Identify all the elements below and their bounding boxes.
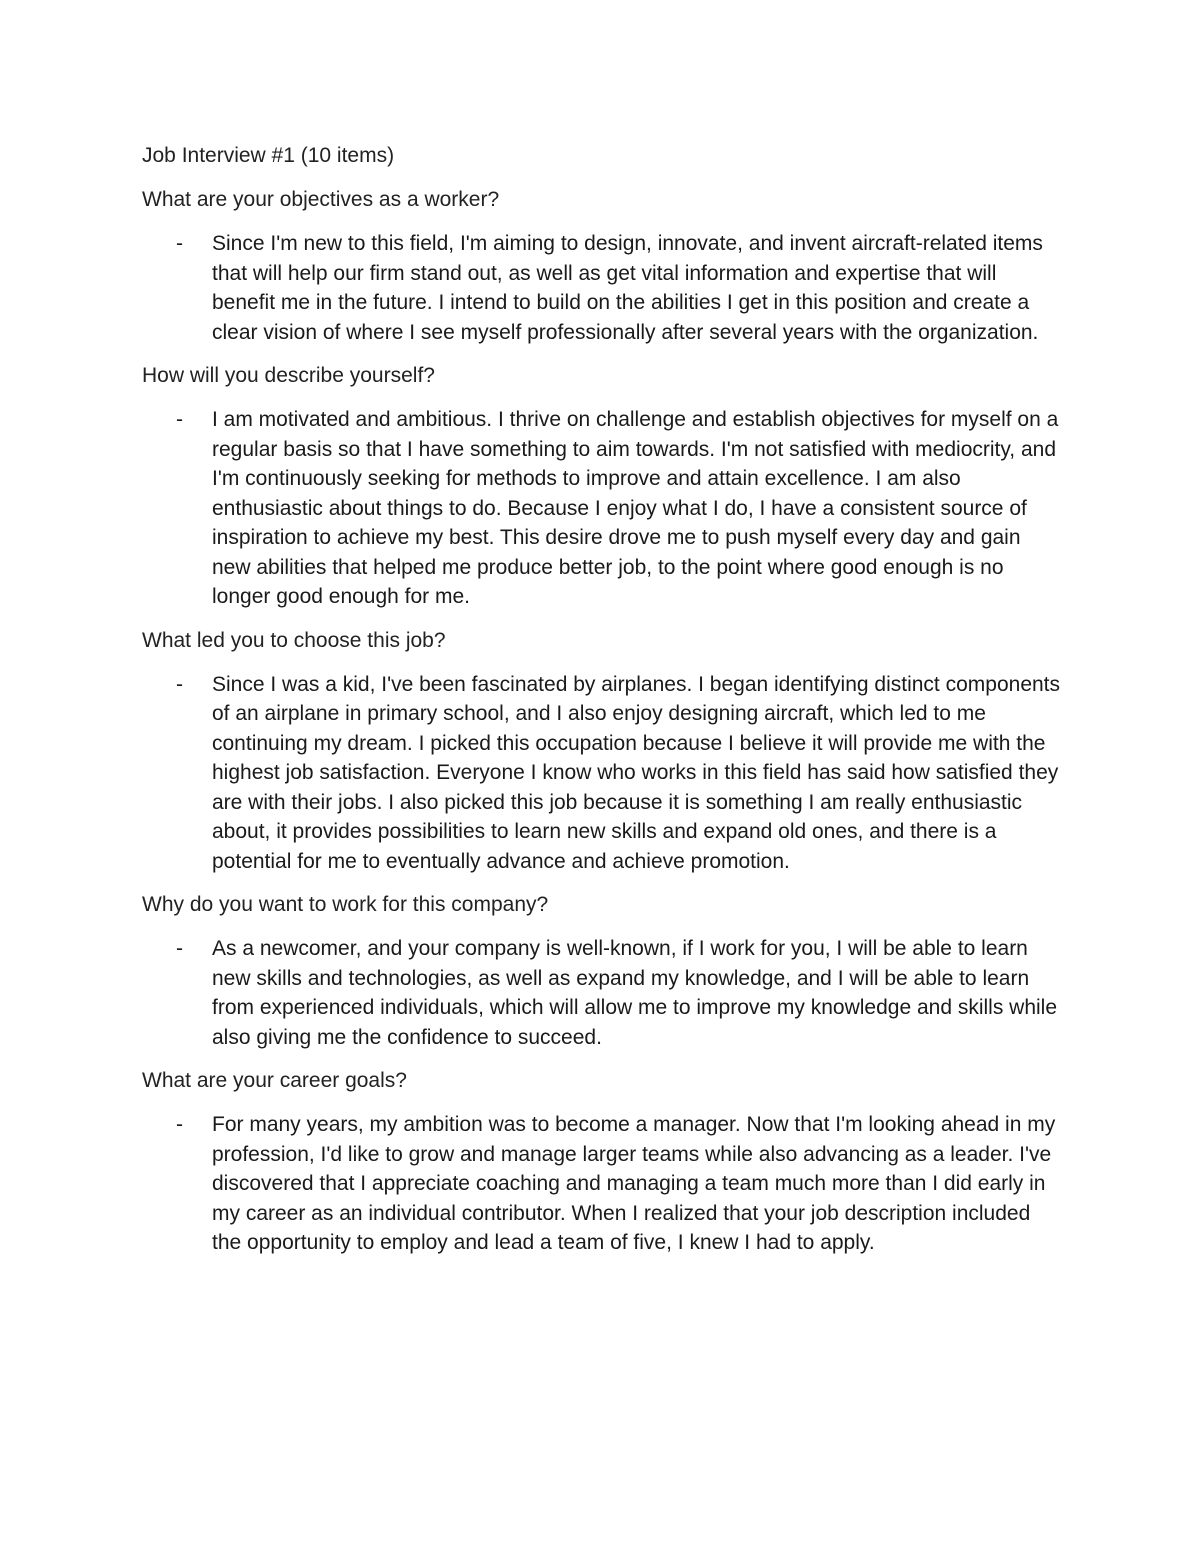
answer-block — [142, 670, 1062, 877]
bullet-dash: - — [176, 232, 183, 255]
question-text: What led you to choose this job? — [142, 628, 446, 652]
bullet-dash: - — [176, 1113, 183, 1136]
document-title: Job Interview #1 (10 items) — [142, 144, 395, 167]
answer-text: For many years, my ambition was to become a manager. Now that I'm looking ahead in my profession, I'd like to grow and manage larger teams while also advancing as a leader. I've discovered that I appreciate coaching and managing a team much more than I did early in my career as an individual contributor. When I realized that your job description included the opportunity to employ and lead a team of five, I knew I had to apply. — [212, 1113, 1056, 1254]
answer-text: I am motivated and ambitious. I thrive on challenge and establish objectives for myself on a regular basis so that I have something to aim towards. I'm not satisfied with mediocrity, and I'm continuously seeking for methods to improve and attain excellence. I am also enthusiastic about things to do. Because I enjoy what I do, I have a consistent source of inspiration to achieve my best. This desire drove me to push myself every day and gain new abilities that helped me produce better job, to the point where good enough is no longer good enough for me. — [212, 408, 1059, 608]
answer-text: Since I'm new to this field, I'm aiming to design, innovate, and invent aircraft-related items that will help our firm stand out, as well as get vital information and expertise that will benefit me in the future. I intend to build on the abilities I get in this position and create a clear vision of where I see myself professionally after several years with the organization. — [212, 232, 1043, 344]
question-text: What are your career goals? — [142, 1069, 407, 1092]
qa-item — [142, 626, 1062, 877]
bullet-dash: - — [176, 672, 183, 696]
qa-item — [142, 1066, 1062, 1258]
answer-block — [142, 405, 1062, 612]
question-text: Why do you want to work for this company? — [142, 893, 549, 916]
qa-item — [142, 890, 1062, 1052]
answer-block — [142, 1110, 1062, 1258]
question-text: How will you describe yourself? — [142, 364, 435, 387]
qa-item — [142, 185, 1062, 347]
document-page — [142, 141, 1062, 1272]
bullet-dash: - — [176, 408, 183, 431]
question-text: What are your objectives as a worker? — [142, 188, 500, 211]
answer-text: As a newcomer, and your company is well-known, if I work for you, I will be able to learn new skills and technologies, as well as expand my knowledge, and I will be able to learn from experienced individuals, which will allow me to improve my knowledge and skills while also giving me the confidence to succeed. — [212, 937, 1058, 1049]
answer-text: Since I was a kid, I've been fascinated by airplanes. I began identifying distinct components of an airplane in primary school, and I also enjoy designing aircraft, which led to me continuing my dream. I picked this occupation because I believe it will provide me with the highest job satisfaction. Everyone I know who works in this field has said how satisfied they are with their jobs. I also picked this job because it is something I am really enthusiastic about, it provides possibilities to learn new skills and expand old ones, and there is a potential for me to eventually advance and achieve promotion. — [212, 672, 1061, 873]
qa-item — [142, 361, 1062, 612]
answer-block — [142, 934, 1062, 1052]
bullet-dash: - — [176, 937, 183, 960]
answer-block — [142, 229, 1062, 347]
